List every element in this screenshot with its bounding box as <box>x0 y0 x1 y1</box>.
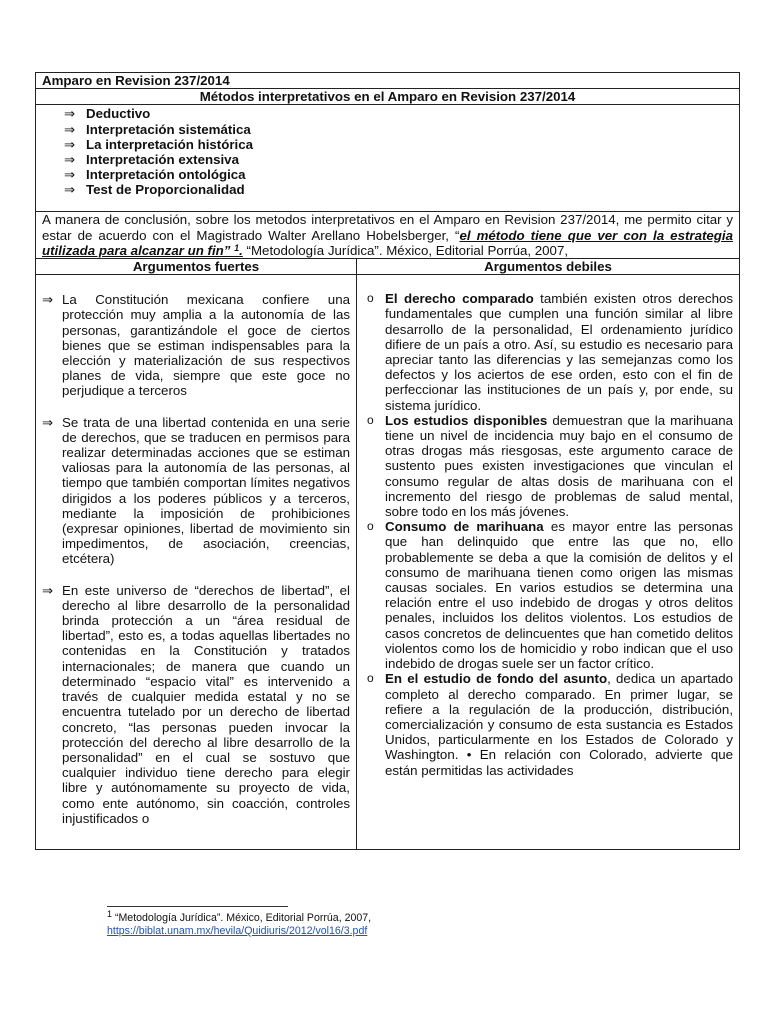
strong-argument <box>42 415 350 567</box>
arrow-icon: ⇒ <box>64 167 76 183</box>
method-item <box>64 152 733 167</box>
circle-bullet-icon: o <box>367 671 374 686</box>
weak-argument <box>363 671 733 777</box>
conclusion-intro: A manera de conclusión, sobre los metodos interpretativos en el Amparo en Revision 237/2014, me permito citar y estar de acuerdo con el Magistrado Walter Arellano Hobelsberger, “ <box>42 212 734 243</box>
methods-cell <box>36 105 740 212</box>
conclusion-citation: “Metodología Jurídica”. México, Editorial Porrúa, 2007, <box>242 242 569 258</box>
conclusion-cell <box>36 212 740 259</box>
circle-bullet-icon: o <box>367 519 374 534</box>
footnote-link[interactable]: https://biblat.unam.mx/hevila/Quidiuris/2012/vol16/3.pdf <box>107 925 368 937</box>
circle-bullet-icon: o <box>367 412 374 427</box>
strong-argument-text: La Constitución mexicana confiere una protección muy amplia a la autonomía de las personas, garantizándole el goce de ciertos bienes que se estiman indispensables para la elección y materialización de sus respectivos planes de vida, siempre que este goce no perjudique a terceros <box>62 292 350 399</box>
method-item <box>64 182 733 197</box>
weak-argument-text: es mayor entre las personas que han delinquido que entre las que no, ello probablemente se deba a que la comisión de delitos y el consumo de marihuana tienen como origen las mismas causas sociales. En varios estudios se determina una relación entre el uso indebido de drogas y otros delitos penales, incluidos los delitos violentos. Los estudios de casos concretos de delincuentes que han cometido delitos violentos como los de homicidio y robo indican que el uso indebido de drogas suele ser un factor crítico. <box>385 519 734 672</box>
arrow-icon: ⇒ <box>42 414 54 430</box>
method-label: Interpretación ontológica <box>86 167 246 183</box>
strong-arguments-heading: Argumentos fuertes <box>36 259 357 275</box>
method-item <box>64 122 733 137</box>
weak-argument <box>363 413 733 519</box>
conclusion-paragraph <box>42 212 733 258</box>
circle-bullet-icon: o <box>367 291 374 306</box>
weak-argument-text: también existen otros derechos fundamentales que cumplen una función similar al libre desarrollo de la personalidad, El ordenamiento jurídico difiere de un país a otro. Así, su estudio es necesario para apreciar tanto las diferencias y las semejanzas como los defectos y los aciertos de ese orden, esto con el fin de perfeccionar las instituciones de un país y, por ende, su sistema jurídico. <box>385 291 734 413</box>
weak-arguments-cell <box>357 275 740 850</box>
footnote-text: “Metodología Jurídica”. México, Editorial Porrúa, 2007, <box>112 912 372 924</box>
strong-arguments-cell <box>36 275 357 850</box>
method-label: Test de Proporcionalidad <box>86 182 245 198</box>
footnote-number: 1 <box>107 909 113 919</box>
arrow-icon: ⇒ <box>64 106 76 122</box>
method-label: Interpretación extensiva <box>86 151 239 167</box>
arrow-icon: ⇒ <box>64 121 76 137</box>
weak-argument <box>363 291 733 413</box>
analysis-table <box>35 72 740 850</box>
method-label: Interpretación sistemática <box>86 121 251 137</box>
footnote-ref: 1 <box>234 242 240 253</box>
arrow-icon: ⇒ <box>64 182 76 198</box>
method-label: Deductivo <box>86 106 151 122</box>
method-item <box>64 106 733 121</box>
case-title: Amparo en Revision 237/2014 <box>36 73 740 89</box>
weak-argument <box>363 519 733 671</box>
arrow-icon: ⇒ <box>42 582 54 598</box>
footnote-divider <box>107 906 288 907</box>
methods-heading: Métodos interpretativos en el Amparo en Revision 237/2014 <box>36 89 740 105</box>
method-label: La interpretación histórica <box>86 136 253 152</box>
strong-argument-text: En este universo de “derechos de libertad”, el derecho al libre desarrollo de la personalidad brinda protección a un “área residual de libertad”, esto es, a todas aquellas libertades no contenidas en la Constitución y tratados internacionales; de manera que cuando un determinado “espacio vital” es intervenido a través de cualquier medida estatal y no se encuentra tutelado por un derecho de libertad concreto, “las personas pueden invocar la protección del derecho al libre desarrollo de la personalidad” en el cual se sostuvo que cualquier individuo tiene derecho para elegir libre y autónomamente su proyecto de vida, como ente autónomo, sin coacción, controles injustificados o <box>62 582 350 826</box>
weak-argument-lead: En el estudio de fondo del asunto <box>385 671 608 687</box>
footnote <box>107 906 507 938</box>
arrow-icon: ⇒ <box>64 136 76 152</box>
weak-argument-text: , dedica un apartado completo al derecho comparado. En primer lugar, se refiere a la regulación de la producción, distribución, comercialización y consumo de esta sustancia es Estados Unidos, particularmente en los Estados de Colorado y Washington. • En relación con Colorado, advierte que están permitidas las actividades <box>385 671 734 778</box>
strong-argument <box>42 583 350 826</box>
strong-argument-text: Se trata de una libertad contenida en una serie de derechos, que se traducen en permisos para realizar determinadas acciones que se estiman valiosas para la autonomía de las personas, al tiempo que también comportan límites negativos dirigidos a los poderes públicos y a terceros, mediante la imposición de prohibiciones (expresar opiniones, libertad de movimiento sin impedimentos, de asociación, creencias, etcétera) <box>62 414 350 567</box>
arrow-icon: ⇒ <box>64 151 76 167</box>
arrow-icon: ⇒ <box>42 292 54 308</box>
conclusion-quote: el método tiene que ver con la estrategia utilizada para alcanzar un fin” $^1$. <box>42 227 734 258</box>
weak-argument-lead: Consumo de marihuana <box>385 519 544 535</box>
strong-argument <box>42 292 350 398</box>
weak-argument-text: demuestran que la marihuana tiene un nivel de incidencia muy bajo en el consumo de otras drogas más riesgosas, este argumento carace de sustento pues existen investigaciones que vinculan el consumo regular de altas dosis de marihuana con el incremento del riesgo de problemas de salud mental, sobre todo en los más jóvenes. <box>385 412 734 520</box>
method-item <box>64 167 733 182</box>
weak-arguments-heading: Argumentos debiles <box>357 259 740 275</box>
weak-argument-lead: El derecho comparado <box>385 291 534 307</box>
method-item <box>64 137 733 152</box>
methods-list <box>64 106 733 197</box>
weak-argument-lead: Los estudios disponibles <box>385 412 548 428</box>
